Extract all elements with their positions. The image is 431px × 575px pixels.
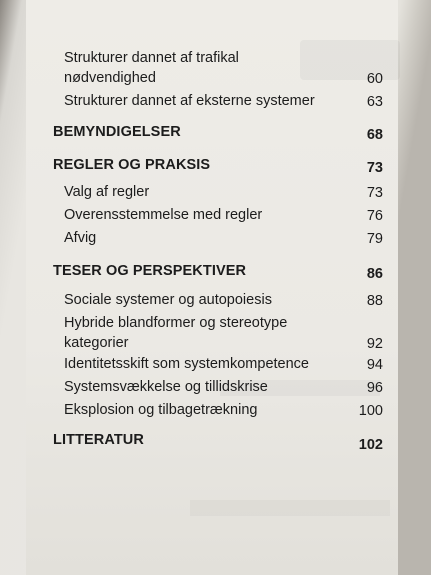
toc-heading-title: LITTERATUR	[53, 432, 144, 448]
toc-entry-title: Strukturer dannet af eksterne systemer	[64, 93, 315, 109]
toc-heading-title: BEMYNDIGELSER	[53, 124, 181, 140]
toc-entry-title: Identitetsskift som systemkompetence	[64, 356, 309, 372]
toc-page-number: 68	[366, 127, 383, 143]
toc-page-number: 94	[366, 357, 383, 373]
toc-entry-title: Systemsvækkelse og tillidskrise	[64, 379, 268, 395]
toc-entry-title-continued: nødvendighed	[64, 70, 156, 86]
toc-entry-title: Afvig	[64, 230, 97, 246]
toc-entry-title: Overensstemmelse med regler	[64, 207, 263, 223]
toc-page-number: 86	[366, 266, 383, 282]
toc-page-number: 96	[366, 380, 383, 396]
toc-entry-title-continued: kategorier	[64, 335, 129, 351]
toc-page-number: 73	[366, 160, 383, 176]
toc-entry-title: Valg af regler	[64, 184, 150, 200]
toc-page-number: 73	[366, 185, 383, 201]
show-through-shading	[190, 500, 390, 516]
show-through-shading	[300, 40, 400, 80]
toc-page-number: 76	[366, 208, 383, 224]
toc-page-number: 63	[366, 94, 383, 110]
toc-entry-title: Sociale systemer og autopoiesis	[64, 292, 272, 308]
toc-heading-title: TESER OG PERSPEKTIVER	[53, 263, 247, 279]
toc-page-number: 100	[358, 403, 383, 419]
toc-page-number: 60	[366, 71, 383, 87]
toc-entry-title: Eksplosion og tilbagetrækning	[64, 402, 258, 418]
toc-heading-title: REGLER OG PRAKSIS	[53, 157, 211, 173]
toc-page-number: 92	[366, 336, 383, 352]
toc-page-number: 102	[358, 437, 383, 453]
toc-entry-title: Strukturer dannet af trafikal	[64, 50, 239, 66]
toc-page-number: 88	[366, 293, 383, 309]
toc-page-number: 79	[366, 231, 383, 247]
toc-entry-title: Hybride blandformer og stereotype	[64, 315, 288, 331]
